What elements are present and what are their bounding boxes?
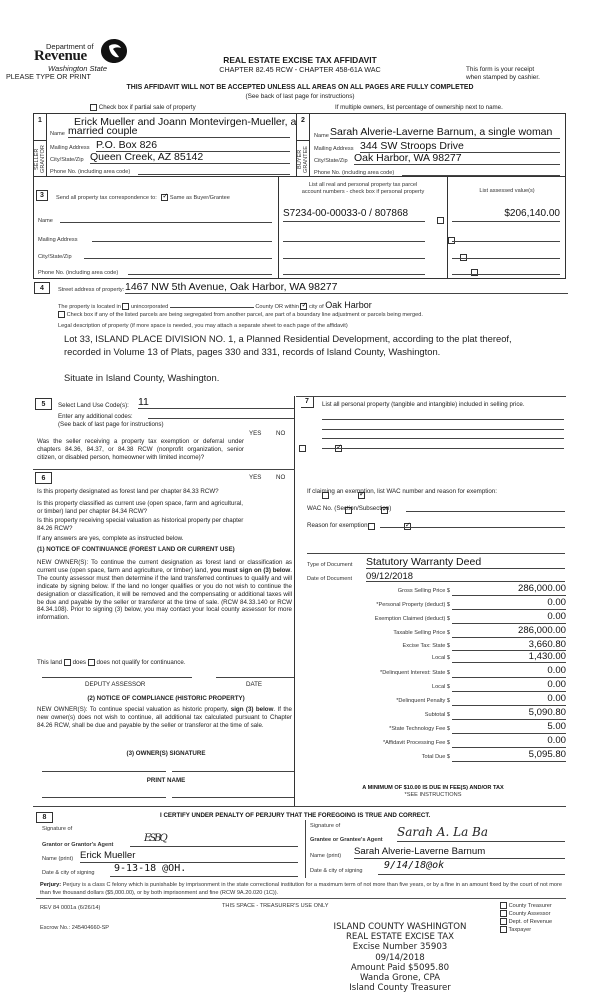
excise-tax-state-field[interactable]: 3,660.80 (452, 639, 566, 651)
tax-line: *Affidavit Processing Fee $ 0.00 (382, 735, 566, 746)
section-5-yes-header: YES (249, 430, 262, 437)
tax-calculation-table (300, 583, 566, 763)
personal-property-line-3[interactable] (322, 433, 564, 439)
legal-description-label: Legal description of property (if more space is needed, you may attach a separate sheet to each page of the affidavit) (58, 323, 348, 329)
gross-selling-price-field[interactable]: 286,000.00 (452, 583, 566, 596)
tax-line: Excise Tax: State $ 3,660.80 (402, 639, 566, 650)
section-6-number: 6 (35, 472, 52, 484)
send-correspondence-label: Send all property tax correspondence to: ✓ Same as Buyer/Grantee (56, 194, 230, 201)
tax-line: *Personal Property (deduct) $ 0.00 (376, 597, 566, 608)
assessed-value-field-4[interactable] (452, 263, 560, 275)
city-of-value: Oak Harbor (325, 300, 372, 310)
logo-revenue: Revenue (34, 48, 87, 64)
grantor-agent-label: Grantor or Grantor's Agent (42, 842, 114, 848)
grantor-signature-field[interactable]: ESBQ (130, 833, 298, 847)
personal-property-line-2[interactable] (322, 424, 564, 430)
document-type-field[interactable]: Statutory Warranty Deed (366, 556, 565, 569)
document-date-label: Date of Document (307, 576, 353, 582)
seller-city-field[interactable]: Queen Creek, AZ 85142 (90, 151, 290, 164)
deputy-assessor-signature-line[interactable] (42, 672, 192, 678)
page-title: REAL ESTATE EXCISE TAX AFFIDAVIT (223, 55, 377, 65)
county-field[interactable] (170, 301, 254, 308)
section-1-number: 1 (38, 117, 42, 124)
parcel-number-field-3[interactable] (283, 247, 425, 259)
if-yes-instructions: If any answers are yes, complete as instructed below. (37, 535, 184, 542)
buyer-phone-field[interactable] (402, 167, 560, 176)
assessor-date-line[interactable] (216, 672, 294, 678)
parcel-number-field-1[interactable]: S7234-00-00033-0 / 807868 (283, 208, 425, 222)
section-7-number: 7 (301, 397, 314, 408)
assessed-value-field-2[interactable] (452, 230, 560, 242)
grantor-name-field[interactable]: Erick Mueller (80, 850, 298, 863)
seller-name-line1: Erick Mueller and Joann Montevirgen-Mueller, a (74, 116, 297, 128)
grantor-date-city-field[interactable]: 9-13-18 @OH. (110, 863, 298, 877)
notice-compliance-title: (2) NOTICE OF COMPLIANCE (HISTORIC PROPERTY) (87, 695, 245, 702)
seller-mailing-label: Mailing Address (50, 145, 90, 151)
affidavit-processing-fee-field[interactable]: 0.00 (452, 735, 566, 748)
grantee-signature-field[interactable]: Sarah A. La Ba (397, 825, 565, 842)
correspondence-mailing-field[interactable] (92, 233, 272, 242)
document-date-field[interactable]: 09/12/2018 (366, 570, 565, 582)
land-use-field[interactable]: 11 (138, 396, 294, 409)
additional-codes-field[interactable] (148, 410, 294, 419)
logo-dept-of: Department of (46, 42, 94, 51)
parcel-header-1: List all real and personal property tax parcel (308, 182, 418, 188)
partial-sale-label: Check box if partial sale of property (98, 104, 196, 112)
forest-land-question: Is this property designated as forest land per chapter 84.33 RCW? (37, 488, 219, 495)
notice-compliance-text: NEW OWNER(S): To continue special valuation as historic property, sign (3) below. If the new owner(s) does not wish to continue, all additional tax calculated pursuant to Chapter 84.26 RCW, shall be due and payable by the seller or transferor at the time of sale. (37, 706, 292, 729)
tax-line: Total Due $ 5,095.80 (421, 749, 566, 760)
personal-property-label: List all personal property (tangible and intangible) included in selling price. (322, 401, 525, 408)
seller-grantor-label: SELLER GRANTOR (34, 145, 46, 173)
tax-line: Taxable Selling Price $ 286,000.00 (393, 625, 566, 636)
treasurer-paid-stamp: ISLAND COUNTY WASHINGTON REAL ESTATE EXCISE TAX Excise Number 35903 09/14/2018 Amount Paid $5095.80 Wanda Grone, CPA Island County Treasurer (333, 922, 467, 993)
exemption-claim-label: If claiming an exemption, list WAC number and reason for exemption: (307, 488, 497, 495)
seller-city-label: City/State/Zip (50, 157, 84, 163)
exemption-yes-checkbox[interactable] (299, 445, 306, 452)
copy-county-treasurer-checkbox[interactable] (500, 902, 507, 909)
street-address-label: Street address of property: (58, 287, 125, 293)
correspondence-phone-field[interactable] (128, 266, 272, 275)
assessed-value-field-3[interactable] (452, 247, 560, 259)
delinquent-penalty-field[interactable]: 0.00 (452, 693, 566, 706)
wa-dor-logo-icon (100, 38, 128, 64)
print-name-label: PRINT NAME (146, 777, 186, 784)
correspondence-phone-label: Phone No. (including area code) (38, 270, 119, 276)
does-qualify-checkbox[interactable] (64, 659, 71, 666)
section-3-number: 3 (36, 190, 48, 201)
assessed-header: List assessed value(s) (479, 188, 535, 194)
grantor-date-city-label: Date & city of signing (42, 870, 95, 876)
buyer-phone-label: Phone No. (including area code) (314, 170, 395, 176)
section-5-see-back: (See back of last page for instructions) (58, 421, 164, 428)
notice-continuance-text: NEW OWNER(S): To continue the current designation as forest land or classification as current use (open space, farm and agriculture, or timber) land, you must sign on (3) below. The county assessor must then determine if the land transferred continues to qualify and will indicate by signing below. If the land no longer qualifies or you do not wish to continue the designation or classification, it will be removed and the compensating or additional taxes will be due and payable by the seller or transferor at the time of sale. (RCW 84.33.140 or RCW 84.34.108). Prior to signing (3) below, you may contact your local county assessor for more information. (37, 559, 292, 622)
total-due-field[interactable]: 5,095.80 (452, 749, 566, 762)
parcel-personal-checkbox-1[interactable] (437, 217, 444, 224)
tax-line: Local $ 0.00 (431, 679, 566, 690)
subtotal-field[interactable]: 5,090.80 (452, 707, 566, 720)
correspondence-name-field[interactable] (60, 214, 272, 223)
exemption-reason-field-2[interactable] (307, 545, 565, 554)
tax-line: Local $ 1,430.00 (431, 651, 566, 662)
escrow-number: Escrow No.: 245404660-SP (40, 925, 110, 931)
parcel-header-2: account numbers - check box if personal property (301, 189, 425, 195)
copy-distribution: County Treasurer County Assessor Dept. of Revenue Taxpayer (500, 902, 552, 934)
see-back-note: (See back of last page for instructions) (245, 93, 355, 100)
print-name-line-2[interactable] (172, 792, 294, 798)
within-city-checkbox[interactable] (300, 303, 307, 310)
completion-warning: THIS AFFIDAVIT WILL NOT BE ACCEPTED UNLESS ALL AREAS ON ALL PAGES ARE FULLY COMPLETED (126, 84, 474, 91)
form-revision: REV 84 0001a (6/26/14) (40, 905, 101, 911)
current-use-question: Is this property classified as current use (open space, farm and agricultural, or timber) land per chapter 84.34 RCW? (37, 500, 244, 515)
seller-phone-label: Phone No. (including area code) (50, 169, 131, 175)
grantee-agent-label: Grantee or Grantee's Agent (310, 837, 383, 843)
copy-county-assessor-checkbox[interactable] (500, 910, 507, 917)
historic-question: Is this property receiving special valuation as historical property per chapter 84.26 RCW? (37, 517, 244, 532)
document-type-label: Type of Document (307, 562, 353, 568)
street-address-field[interactable]: 1467 NW 5th Avenue, Oak Harbor, WA 98277 (125, 281, 568, 294)
section-4-number: 4 (34, 282, 50, 294)
wac-number-field[interactable] (406, 503, 565, 512)
notice-continuance-title: (1) NOTICE OF CONTINUANCE (FOREST LAND OR CURRENT USE) (37, 546, 235, 553)
print-name-line-1[interactable] (42, 792, 166, 798)
personal-property-deduct-field[interactable]: 0.00 (452, 597, 566, 610)
exemption-reason-label: Reason for exemption (307, 522, 368, 529)
tax-line: *Delinquent Penalty $ 0.00 (396, 693, 566, 704)
section-8-number: 8 (36, 812, 53, 823)
delinquent-interest-state-field[interactable]: 0.00 (452, 665, 566, 678)
perjury-notice: Perjury: Perjury is a class C felony which is punishable by imprisonment in the state correctional institution for a maximum term of not more than five years, or by a fine in an amount fixed by the court of not more than five thousand dollars ($5,000.00), or by both imprisonment and fine (RCW 9A.20.020 (1C)). (40, 882, 563, 896)
page-subtitle: CHAPTER 82.45 RCW - CHAPTER 458-61A WAC (219, 65, 381, 74)
grantee-signature-of-label: Signature of (310, 823, 341, 829)
tax-line: *State Technology Fee $ 5.00 (389, 721, 566, 732)
seller-phone-field[interactable] (138, 166, 290, 175)
partial-sale-checkbox[interactable] (90, 104, 97, 111)
land-use-label: Select Land Use Code(s): (58, 402, 129, 409)
copy-dept-revenue-checkbox[interactable] (500, 918, 507, 925)
assessor-date-label: DATE (246, 681, 263, 688)
personal-property-line-1[interactable] (322, 414, 564, 420)
property-location-row: The property is located in unincorporated County OR within ✓ city of Oak Harbor (58, 300, 372, 310)
buyer-mailing-label: Mailing Address (314, 146, 354, 152)
receipt-note-1: This form is your receipt (466, 66, 535, 73)
does-not-qualify-checkbox[interactable] (88, 659, 95, 666)
minimum-due-note: A MINIMUM OF $10.00 IS DUE IN FEE(S) AND/OR TAX (362, 785, 504, 791)
unincorporated-checkbox[interactable] (122, 303, 129, 310)
personal-property-line-4[interactable] (322, 443, 564, 449)
seller-name-label: Name (50, 131, 65, 137)
tax-line: *Delinquent Interest: State $ 0.00 (380, 665, 566, 676)
grantee-name-field[interactable]: Sarah Alverie-Laverne Barnum (354, 846, 565, 859)
deputy-assessor-label: DEPUTY ASSESSOR (85, 681, 146, 688)
exemption-reason-field[interactable] (380, 519, 565, 528)
parcel-number-field-4[interactable] (283, 263, 425, 275)
buyer-mailing-field[interactable]: 344 SW Stroops Drive (360, 140, 560, 153)
buyer-name-label: Name (314, 133, 329, 139)
section-5-no-header: NO (276, 430, 286, 437)
additional-codes-label: Enter any additional codes: (58, 413, 133, 420)
see-instructions-note: *SEE INSTRUCTIONS (404, 792, 462, 798)
legal-description-text: Lot 33, ISLAND PLACE DIVISION NO. 1, a Planned Residential Development, according to the plat thereof, recorded in Volume 13 of Plats, pages 330 and 331, records of Island County, Washington. Situate in Island County, Washington. (64, 333, 512, 383)
please-type-or-print: PLEASE TYPE OR PRINT (6, 72, 91, 81)
tax-line: Exemption Claimed (deduct) $ 0.00 (374, 611, 566, 622)
dor-logo (34, 38, 130, 74)
correspondence-mailing-label: Mailing Address (38, 237, 78, 243)
grantee-date-city-label: Date & city of signing (310, 868, 363, 874)
grantee-name-label: Name (print) (310, 853, 342, 859)
copy-taxpayer-checkbox[interactable] (500, 926, 507, 933)
partial-sale-row (90, 104, 196, 111)
certify-statement: I CERTIFY UNDER PENALTY OF PERJURY THAT THE FOREGOING IS TRUE AND CORRECT. (160, 812, 431, 819)
owner-signature-line-1[interactable] (42, 766, 166, 772)
grantee-date-city-field[interactable]: 9/14/18@ok (378, 860, 565, 875)
seller-mailing-field[interactable]: P.O. Box 826 (96, 139, 290, 152)
tax-line: Gross Selling Price $ 286,000.00 (397, 583, 566, 594)
buyer-grantee-label: BUYER GRANTEE (297, 145, 309, 173)
state-technology-fee-field[interactable]: 5.00 (452, 721, 566, 734)
grantor-name-label: Name (print) (42, 856, 74, 862)
owner-signature-line-2[interactable] (172, 766, 294, 772)
section-5-number: 5 (35, 398, 52, 410)
parcel-number-field-2[interactable] (283, 230, 425, 242)
wac-number-label: WAC No. (Section/Subsection) (307, 505, 392, 512)
grantor-signature-of-label: Signature of (42, 826, 73, 832)
buyer-name-field[interactable]: Sarah Alverie-Laverne Barnum, a single woman (330, 126, 560, 139)
exemption-question: Was the seller receiving a property tax exemption or deferral under chapters 84.36, 84.37, or 84.38 RCW (nonprofit organization, senior citizen, or disabled person, homeowner with limited income)? (37, 438, 244, 461)
assessed-value-field-1[interactable]: $206,140.00 (452, 208, 560, 222)
buyer-city-label: City/State/Zip (314, 158, 348, 164)
section-2-number: 2 (301, 117, 305, 124)
historic-yes-checkbox[interactable] (368, 523, 375, 530)
exemption-claimed-field[interactable]: 0.00 (452, 611, 566, 624)
correspondence-name-label: Name (38, 218, 53, 224)
segregated-parcels-checkbox[interactable] (58, 311, 65, 318)
taxable-selling-price-field[interactable]: 286,000.00 (452, 625, 566, 638)
section-6-no-header: NO (276, 474, 286, 481)
delinquent-interest-local-field[interactable]: 0.00 (452, 679, 566, 692)
receipt-note-2: when stamped by cashier. (466, 74, 540, 81)
tax-line: Subtotal $ 5,090.80 (424, 707, 566, 718)
logo-washington-state: Washington State (48, 64, 108, 73)
qualify-continuance-row: This land does does not qualify for continuance. (37, 659, 186, 667)
correspondence-city-field[interactable] (84, 250, 272, 259)
owner-signature-title: (3) OWNER(S) SIGNATURE (126, 750, 206, 757)
excise-tax-local-field[interactable]: 1,430.00 (452, 651, 566, 663)
correspondence-city-label: City/State/Zip (38, 254, 72, 260)
buyer-city-field[interactable]: Oak Harbor, WA 98277 (354, 152, 560, 165)
multiple-owners-note: If multiple owners, list percentage of ownership next to name. (335, 104, 503, 111)
same-as-buyer-checkbox[interactable] (161, 194, 168, 201)
segregated-parcels-row: Check box if any of the listed parcels are being segregated from another parcel, are part of a boundary line adjustment or parcels being merged. (58, 311, 423, 318)
section-6-yes-header: YES (249, 474, 262, 481)
treasurer-use-only: THIS SPACE - TREASURER'S USE ONLY (222, 903, 329, 909)
seller-name-field[interactable]: married couple (68, 125, 290, 138)
